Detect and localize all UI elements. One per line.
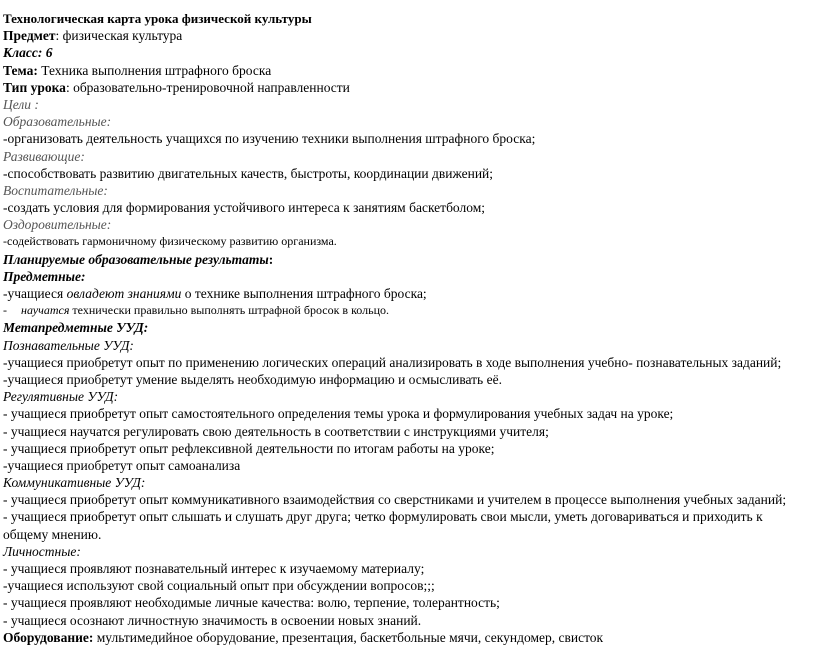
goals-heading: Цели :	[3, 96, 39, 112]
subject-result-2-emph: научатся	[21, 303, 70, 318]
meta-heading: Метапредметные УУД:	[3, 320, 149, 336]
equipment-value: мультимедийное оборудование, презентация, баскетбольные мячи, секундомер, свисток	[93, 629, 604, 645]
regulatory-item-4: -учащиеся приобретут опыт самоанализа	[3, 457, 241, 473]
developing-heading: Развивающие:	[3, 148, 85, 164]
cognitive-heading: Познавательные УУД:	[3, 337, 134, 353]
subject-result-1-prefix: -учащиеся	[3, 286, 67, 301]
topic-value: Техника выполнения штрафного броска	[37, 62, 272, 78]
upbringing-text: -создать условия для формирования устойчивого интереса к занятиям баскетболом;	[3, 200, 486, 216]
personal-heading: Личностные:	[3, 543, 81, 559]
educational-text: -организовать деятельность учащихся по изучению техники выполнения штрафного броска;	[3, 131, 536, 147]
planned-results-colon: :	[268, 251, 274, 267]
equipment-line	[3, 629, 811, 646]
subject-label: Предмет	[3, 28, 56, 44]
topic-label: Тема:	[3, 62, 38, 78]
grade-line: Класс: 6	[3, 45, 53, 61]
subject-result-2-suffix: технически правильно выполнять штрафной бросок в кольцо.	[69, 303, 390, 318]
health-heading: Оздоровительные:	[3, 217, 112, 233]
lesson-type-label: Тип урока	[3, 79, 66, 95]
subject-line	[3, 27, 811, 44]
subject-result-1	[3, 285, 811, 302]
planned-results-line	[3, 251, 811, 268]
lesson-plan-document	[3, 10, 811, 646]
educational-heading: Образовательные:	[3, 114, 112, 130]
developing-text: -способствовать развитию двигательных качеств, быстроты, координации движений;	[3, 165, 494, 181]
equipment-label: Оборудование:	[3, 629, 94, 645]
regulatory-item-1: - учащиеся приобретут опыт самостоятельного определения темы урока и формулирования учебных задач на уроке;	[3, 406, 674, 422]
lesson-type-line	[3, 79, 811, 96]
upbringing-heading: Воспитательные:	[3, 182, 108, 198]
topic-line	[3, 62, 811, 79]
personal-item-2: -учащиеся используют свой социальный опыт при обсуждении вопросов;;;	[3, 578, 435, 594]
lesson-type-value: : образовательно-тренировочной направленности	[65, 79, 350, 95]
regulatory-item-2: - учащиеся научатся регулировать свою деятельность в соответствии с инструкциями учителя;	[3, 423, 549, 439]
cognitive-item-2: -учащиеся приобретут умение выделять необходимую информацию и осмысливать её.	[3, 371, 502, 387]
health-text: -содействовать гармоничному физическому развитию организма.	[3, 234, 337, 249]
regulatory-heading: Регулятивные УУД:	[3, 389, 119, 405]
personal-item-3: - учащиеся проявляют необходимые личные качества: волю, терпение, толерантность;	[3, 595, 500, 611]
subject-result-2	[3, 302, 811, 319]
personal-item-4: - учащиеся осознают личностную значимость в освоении новых знаний.	[3, 612, 422, 628]
communicative-item-1: - учащиеся приобретут опыт коммуникативного взаимодействия со сверстниками и учителем в процессе выполнения учебных заданий;	[3, 492, 787, 508]
subject-result-1-emph: овладеют знаниями	[66, 286, 182, 301]
regulatory-item-3: - учащиеся приобретут опыт рефлексивной деятельности по итогам работы на уроке;	[3, 440, 495, 456]
document-title: Технологическая карта урока физической культуры	[3, 11, 312, 26]
cognitive-item-1: -учащиеся приобретут опыт по применению логических операций анализировать в ходе выполнения учебно- познавательных заданий;	[3, 354, 782, 370]
subject-results-heading: Предметные:	[3, 268, 86, 284]
subject-result-2-prefix: -	[3, 303, 7, 318]
subject-result-1-suffix: о технике выполнения штрафного броска;	[181, 286, 427, 301]
planned-results-heading: Планируемые образовательные результаты	[3, 251, 269, 267]
communicative-item-2: - учащиеся приобретут опыт слышать и слушать друг друга; четко формулировать свои мысли, уметь договариваться и приходить к общему мнению.	[3, 509, 763, 542]
communicative-heading: Коммуникативные УУД:	[3, 475, 146, 491]
personal-item-1: - учащиеся проявляют познавательный интерес к изучаемому материалу;	[3, 561, 425, 577]
subject-value: : физическая культура	[55, 28, 183, 44]
